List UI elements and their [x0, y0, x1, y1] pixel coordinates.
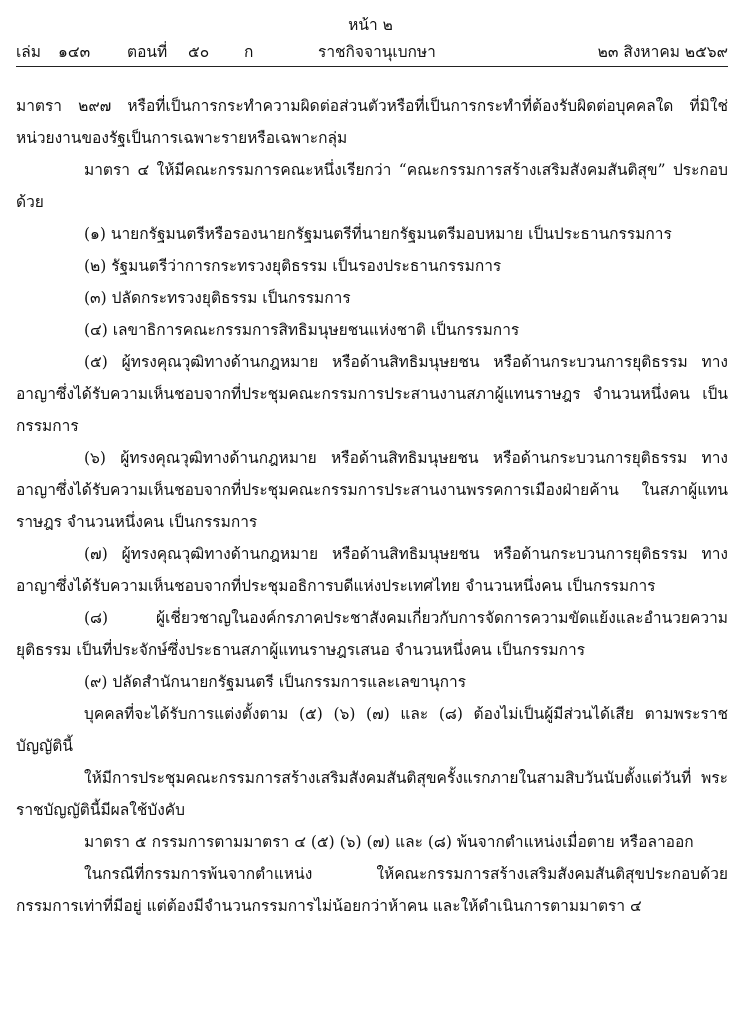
paragraph-section-297-continuation: มาตรา ๒๙๗ หรือที่เป็นการกระทำความผิดต่อส่วนตัวหรือที่เป็นการกระทำที่ต้องรับผิดต่อบุคคลใด ที่มิใช่หน่วยงานของรัฐเป็นการเฉพาะรายหรือเฉพาะกลุ่ม: [16, 97, 728, 147]
gazette-header: [16, 39, 728, 61]
header-divider: [16, 66, 728, 67]
paragraph-first-meeting: ให้มีการประชุมคณะกรรมการสร้างเสริมสังคมสันติสุขครั้งแรกภายในสามสิบวันนับตั้งแต่วันที่ พระราชบัญญัตินี้มีผลใช้บังคับ: [16, 769, 728, 819]
list-item-8: (๘) ผู้เชี่ยวชาญในองค์กรภาคประชาสังคมเกี่ยวกับการจัดการความขัดแย้งและอำนวยความยุติธรรม เป็นที่ประจักษ์ซึ่งประธานสภาผู้แทนราษฎรเสนอ จำนวนหนึ่งคน เป็นกรรมการ: [16, 609, 728, 659]
list-item-5: (๕) ผู้ทรงคุณวุฒิทางด้านกฎหมาย หรือด้านสิทธิมนุษยชน หรือด้านกระบวนการยุติธรรม ทางอาญาซึ่งได้รับความเห็นชอบจากที่ประชุมคณะกรรมการประสานงานสภาผู้แทนราษฎร จำนวนหนึ่งคน เป็นกรรมการ: [16, 353, 728, 435]
page-number: หน้า ๒: [348, 16, 393, 34]
paragraph-section-5: มาตรา ๕ กรรมการตามมาตรา ๔ (๕) (๖) (๗) และ (๘) พ้นจากตำแหน่งเมื่อตาย หรือลาออก: [84, 833, 694, 851]
document-body: [16, 90, 728, 922]
list-item-6: (๖) ผู้ทรงคุณวุฒิทางด้านกฎหมาย หรือด้านสิทธิมนุษยชน หรือด้านกระบวนการยุติธรรม ทางอาญาซึ่งได้รับความเห็นชอบจากที่ประชุมคณะกรรมการประสานงานพรรคการเมืองฝ่ายค้าน ในสภาผู้แทนราษฎร จำนวนหนึ่งคน เป็นกรรมการ: [16, 449, 728, 531]
paragraph-no-conflict: บุคคลที่จะได้รับการแต่งตั้งตาม (๕) (๖) (๗) และ (๘) ต้องไม่เป็นผู้มีส่วนได้เสีย ตามพระราชบัญญัตินี้: [16, 705, 728, 755]
paragraph-section-4: มาตรา ๔ ให้มีคณะกรรมการคณะหนึ่งเรียกว่า “คณะกรรมการสร้างเสริมสังคมสันติสุข” ประกอบด้วย: [16, 161, 728, 211]
list-item-9: (๙) ปลัดสำนักนายกรัฐมนตรี เป็นกรรมการและเลขานุการ: [84, 673, 467, 691]
list-item-7: (๗) ผู้ทรงคุณวุฒิทางด้านกฎหมาย หรือด้านสิทธิมนุษยชน หรือด้านกระบวนการยุติธรรม ทางอาญาซึ่งได้รับความเห็นชอบจากที่ประชุมอธิการบดีแห่งประเทศไทย จำนวนหนึ่งคน เป็นกรรมการ: [16, 545, 728, 595]
list-item-3: (๓) ปลัดกระทรวงยุติธรรม เป็นกรรมการ: [84, 289, 351, 307]
gazette-name: ราชกิจจานุเบกษา: [318, 43, 436, 61]
part-label: ตอนที่: [127, 43, 168, 61]
book-number: ๑๔๓: [58, 43, 91, 61]
list-item-1: (๑) นายกรัฐมนตรีหรือรองนายกรัฐมนตรีที่นายกรัฐมนตรีมอบหมาย เป็นประธานกรรมการ: [84, 225, 672, 243]
issue-date: ๒๓ สิงหาคม ๒๕๖๙: [597, 43, 728, 61]
list-item-2: (๒) รัฐมนตรีว่าการกระทรวงยุติธรรม เป็นรองประธานกรรมการ: [84, 257, 502, 275]
book-label: เล่ม: [16, 43, 42, 61]
paragraph-vacancy: ในกรณีที่กรรมการพ้นจากตำแหน่ง ให้คณะกรรมการสร้างเสริมสังคมสันติสุขประกอบด้วย กรรมการเท่าที่มีอยู่ แต่ต้องมีจำนวนกรรมการไม่น้อยกว่าห้าคน และให้ดำเนินการตามมาตรา ๔: [16, 865, 728, 915]
list-item-4: (๔) เลขาธิการคณะกรรมการสิทธิมนุษยชนแห่งชาติ เป็นกรรมการ: [84, 321, 520, 339]
part-number: ๕๐: [188, 43, 210, 61]
section-letter: ก: [244, 43, 254, 61]
